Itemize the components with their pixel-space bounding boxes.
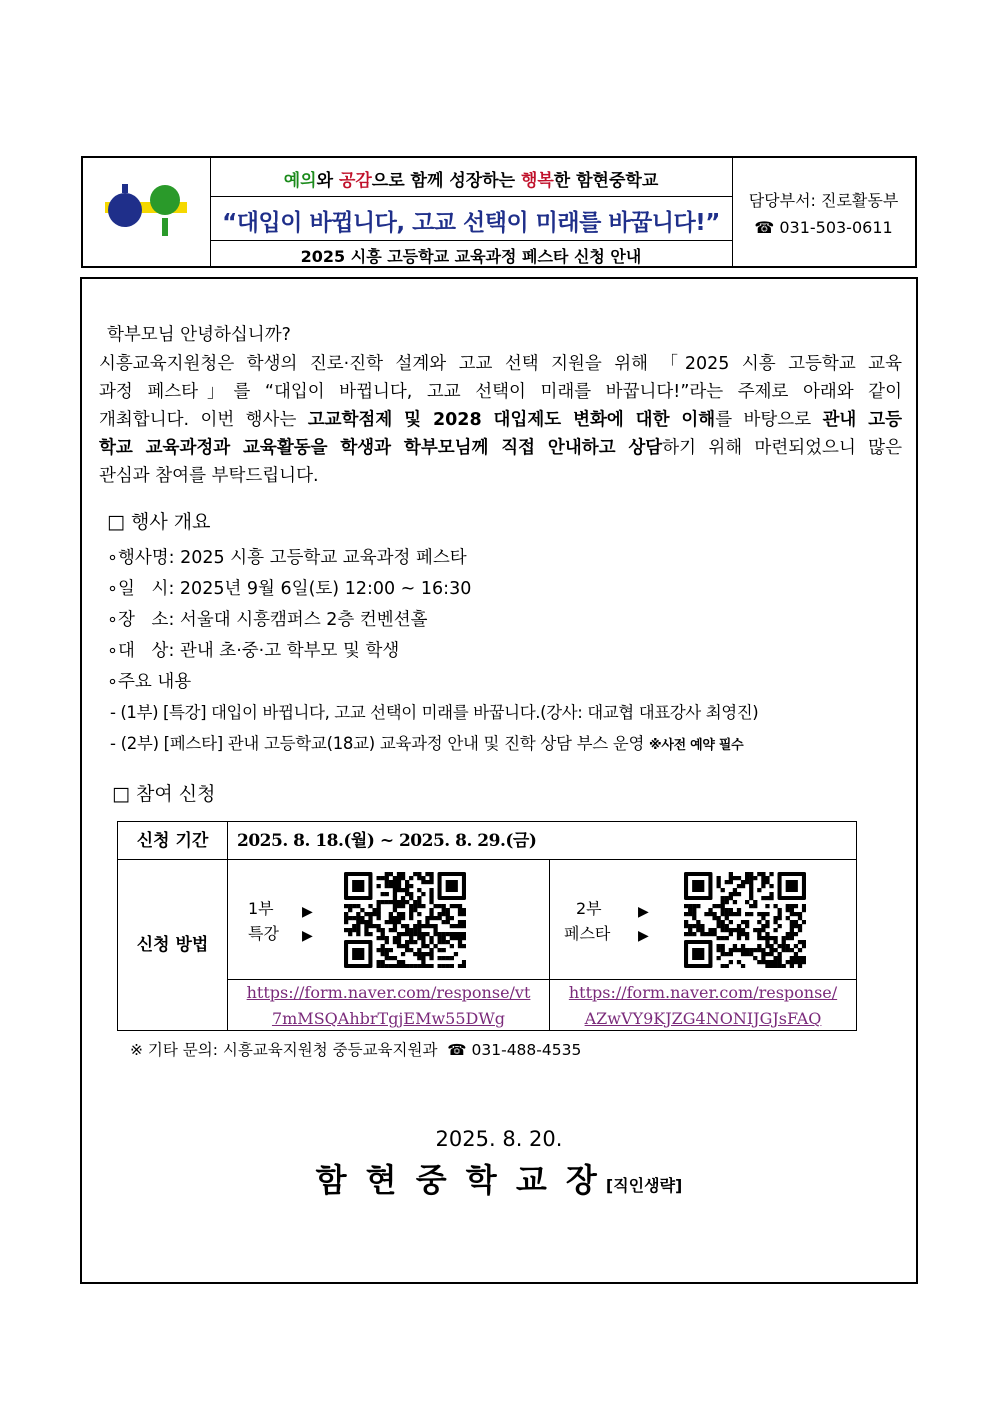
period-label: 신청 기간 — [118, 822, 228, 860]
letter-body — [80, 277, 918, 1284]
motto-part-5: 한 함현중학교 — [553, 171, 659, 191]
event-place-label: ∘장 소: — [107, 610, 175, 630]
logo-left-circle — [108, 193, 142, 227]
principal-title: 함 현 중 학 교 장 — [315, 1161, 601, 1199]
qr-code-2[interactable] — [684, 872, 806, 968]
part1-link[interactable] — [228, 980, 550, 1030]
event-date-label: ∘일 시: — [107, 579, 175, 599]
event-content-2-text: - (2부) [페스타] 관내 고등학교(18교) 교육과정 안내 및 진학 상담 부스 운영 — [110, 734, 645, 753]
event-target-value: 관내 초·중·고 학부모 및 학생 — [174, 641, 400, 661]
part2-label-1: 2부 — [576, 899, 602, 918]
arrow-icon: ▶ — [638, 904, 649, 920]
part1-arrows — [302, 900, 313, 948]
intro-emphasis-2: 관내 고등 — [822, 410, 902, 430]
logo-left-stem — [122, 184, 128, 193]
event-target — [107, 637, 399, 662]
intro-line-3c: 를 바탕으로 — [715, 410, 823, 430]
letterhead — [81, 156, 917, 268]
event-content-2 — [110, 730, 743, 754]
intro-line-4c: 하기 위해 마련되었으니 많은 — [662, 438, 902, 458]
event-content-label: ∘주요 내용 — [107, 672, 192, 692]
method-label: 신청 방법 — [118, 860, 228, 1030]
qr-code-1[interactable] — [344, 872, 466, 968]
event-date — [107, 575, 471, 600]
department: 담당부서: 진로활동부 — [748, 191, 899, 210]
title-cell — [210, 158, 733, 266]
part2-label-2: 페스타 — [564, 924, 611, 943]
school-motto — [210, 166, 732, 191]
part1-link-line-1[interactable]: https://form.naver.com/response/vt — [246, 983, 531, 1002]
document-title: 2025 시흥 고등학교 교육과정 페스타 신청 안내 — [300, 247, 642, 266]
intro-line-1: 시흥교육지원청은 학생의 진로·진학 설계와 고교 선택 지원을 위해 「2025 시흥 고등학교 교육 — [99, 354, 902, 374]
part1-label-2: 특강 — [248, 924, 279, 943]
logo-cell — [83, 158, 211, 266]
apply-table — [117, 821, 857, 1031]
intro-line-3 — [99, 406, 902, 434]
intro-paragraph — [99, 350, 902, 490]
intro-line-5: 관심과 참여를 부탁드립니다. — [99, 466, 319, 486]
contact-cell — [732, 158, 915, 266]
headline: “대입이 바뀝니다, 고교 선택이 미래를 바꿉니다!” — [222, 210, 720, 236]
motto-part-0: 예의 — [283, 171, 317, 191]
arrow-icon: ▶ — [302, 904, 313, 920]
event-target-label: ∘대 상: — [107, 641, 175, 661]
part1-qr-cell — [228, 860, 550, 980]
part2-link[interactable] — [550, 980, 856, 1030]
intro-line-4 — [99, 434, 902, 462]
motto-part-4: 행복 — [520, 171, 554, 191]
intro-emphasis-1: 고교학점제 및 2028 대입제도 변화에 대한 이해 — [307, 410, 716, 430]
greeting: 학부모님 안녕하십니까? — [107, 325, 291, 345]
motto-part-3: 으로 함께 성장하는 — [371, 171, 521, 191]
event-name-value: 2025 시흥 고등학교 교육과정 페스타 — [174, 548, 467, 568]
school-logo — [105, 180, 187, 240]
department-phone: ☎ 031-503-0611 — [754, 218, 893, 237]
signature-line — [82, 1155, 916, 1201]
period-value: 2025. 8. 18.(월) ~ 2025. 8. 29.(금) — [228, 822, 856, 860]
part2-qr-cell — [550, 860, 856, 980]
part2-link-line-1[interactable]: https://form.naver.com/response/ — [568, 983, 838, 1002]
intro-line-3a: 개최합니다. 이번 행사는 — [99, 410, 308, 430]
logo-right-circle — [150, 185, 180, 215]
reservation-note: ※사전 예약 필수 — [649, 738, 744, 753]
motto-part-1: 와 — [316, 171, 339, 191]
event-place-value: 서울대 시흥캠퍼스 2층 컨벤션홀 — [174, 610, 428, 630]
part2-link-line-2[interactable]: AZwVY9KJZG4NONIJGJsFAQ — [584, 1009, 822, 1028]
arrow-icon: ▶ — [638, 928, 649, 944]
event-content-1: - (1부) [특강] 대입이 바뀝니다, 고교 선택이 미래를 바꿉니다.(강사: 대교협 대표강사 최영진) — [110, 703, 759, 722]
part1-link-line-2[interactable]: 7mMSQAhbrTgjEMw55DWg — [271, 1009, 506, 1028]
part2-arrows — [638, 900, 649, 948]
section-apply-title: □ 참여 신청 — [112, 783, 216, 805]
intro-emphasis-3: 학교 교육과정과 교육활동을 학생과 학부모님께 직접 안내하고 상담 — [99, 438, 663, 458]
event-place — [107, 606, 428, 631]
event-name — [107, 544, 467, 569]
inquiry-note: ※ 기타 문의: 시흥교육지원청 중등교육지원과 ☎ 031-488-4535 — [130, 1041, 582, 1059]
motto-part-2: 공감 — [338, 171, 372, 191]
seal-omitted: [직인생략] — [605, 1176, 683, 1195]
letter-date: 2025. 8. 20. — [435, 1127, 563, 1151]
event-name-label: ∘행사명: — [107, 548, 175, 568]
event-date-value: 2025년 9월 6일(토) 12:00 ~ 16:30 — [174, 579, 472, 599]
arrow-icon: ▶ — [302, 928, 313, 944]
intro-line-2: 과정 페스타」를 “대입이 바뀝니다, 고교 선택이 미래를 바꿉니다!”라는 주제로 아래와 같이 — [99, 382, 902, 402]
part2-label — [564, 896, 610, 946]
part1-label-1: 1부 — [248, 899, 274, 918]
part1-label — [248, 896, 279, 946]
section-event-title: □ 행사 개요 — [107, 511, 211, 533]
logo-right-stem — [162, 218, 168, 236]
